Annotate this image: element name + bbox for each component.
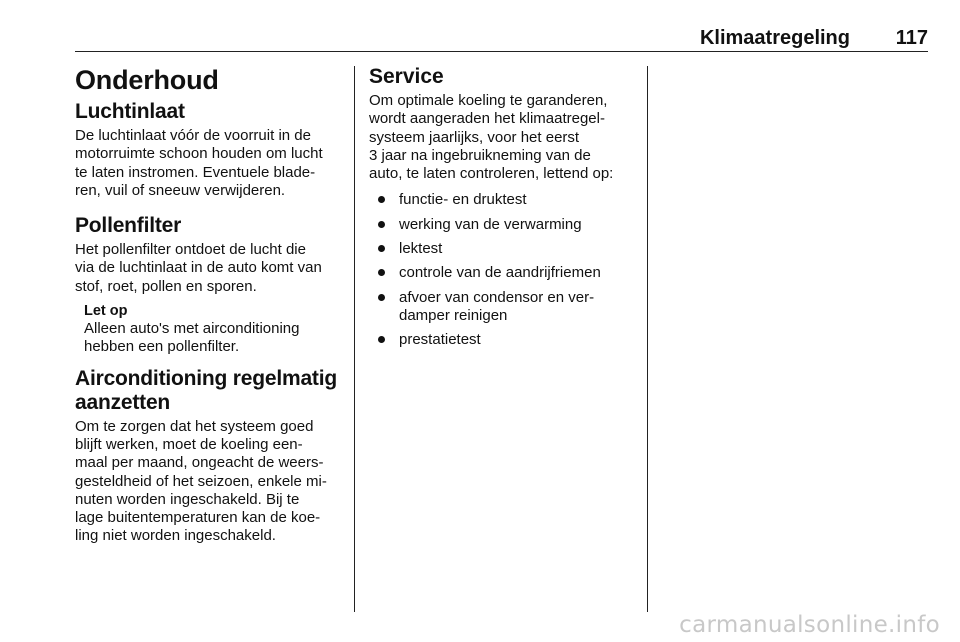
bullet-icon (378, 336, 385, 343)
bullet-icon (378, 196, 385, 203)
list-item-text: prestatietest (399, 331, 481, 349)
service-checklist (369, 191, 637, 349)
list-item (369, 191, 637, 209)
bullet-icon (378, 245, 385, 252)
bullet-icon (378, 269, 385, 276)
column-divider-2 (647, 66, 648, 612)
paragraph-pollenfilter (75, 241, 346, 296)
text-line: De luchtinlaat vóór de voorruit in de (75, 127, 311, 144)
header-rule (75, 51, 928, 52)
text-line: nuten worden ingeschakeld. Bij te (75, 490, 300, 508)
list-item-text: functie- en druktest (399, 191, 527, 209)
text-line: blijft werken, moet de koeling een‐ (75, 435, 303, 453)
column-1 (75, 60, 346, 546)
list-item-text: controle van de aandrijfriemen (399, 264, 601, 282)
text-line: ling niet worden ingeschakeld. (75, 527, 276, 545)
text-line: Om te zorgen dat het systeem goed (75, 417, 314, 435)
text-line: systeem jaarlijks, voor het eerst (369, 128, 580, 146)
bullet-icon (378, 294, 385, 301)
page-number: 117 (895, 27, 928, 49)
text-line: 3 jaar na ingebruikneming van de (369, 146, 591, 164)
list-item-text-continued: damper reinigen (399, 306, 508, 324)
section-title-luchtinlaat: Luchtinlaat (75, 100, 185, 123)
section-title-airco (75, 367, 346, 415)
column-2 (369, 60, 637, 356)
text-line: Om optimale koeling te garanderen, (369, 92, 608, 109)
list-item-text: afvoer van condensor en ver‐ (399, 288, 595, 306)
text-line: motorruimte schoon houden om lucht (75, 145, 323, 163)
text-line: wordt aangeraden het klimaatregel‐ (369, 110, 605, 128)
bullet-icon (378, 221, 385, 228)
text-line: via de luchtinlaat in de auto komt van (75, 259, 322, 277)
running-header-section: Klimaatregeling (699, 27, 850, 49)
text-line: Het pollenfilter ontdoet de lucht die (75, 241, 306, 259)
list-item (369, 216, 637, 234)
paragraph-service (369, 92, 637, 183)
text-line: hebben een pollenfilter. (84, 338, 240, 356)
note-label: Let op (84, 303, 128, 320)
title-line: Airconditioning regelmatig (75, 366, 337, 390)
text-line: gesteldheid of het seizoen, enkele mi‐ (75, 472, 327, 490)
chapter-title: Onderhoud (75, 65, 219, 95)
note-text (84, 320, 346, 357)
paragraph-airco (75, 418, 346, 546)
text-line: maal per maand, ongeacht de weers‐ (75, 454, 324, 472)
list-item (369, 289, 637, 326)
text-line: lage buitentemperaturen kan de koe‐ (75, 509, 321, 527)
section-title-service: Service (369, 65, 444, 88)
text-line: stof, roet, pollen en sporen. (75, 277, 257, 295)
column-divider-1 (354, 66, 355, 612)
list-item-text: werking van de verwarming (399, 215, 582, 233)
text-line: Alleen auto's met airconditioning (84, 320, 300, 338)
list-item-text: lektest (399, 240, 443, 258)
text-line: auto, te laten controleren, lettend op: (369, 165, 614, 183)
note-box (84, 302, 346, 357)
section-title-pollenfilter: Pollenfilter (75, 214, 182, 238)
list-item (369, 331, 637, 349)
title-line: aanzetten (75, 390, 171, 414)
text-line: te laten instromen. Eventuele blade‐ (75, 163, 316, 181)
watermark: carmanualsonline.info (679, 612, 940, 638)
list-item (369, 264, 637, 282)
paragraph-luchtinlaat (75, 127, 346, 200)
text-line: ren, vuil of sneeuw verwijderen. (75, 181, 286, 199)
page-header (75, 26, 928, 50)
list-item (369, 240, 637, 258)
